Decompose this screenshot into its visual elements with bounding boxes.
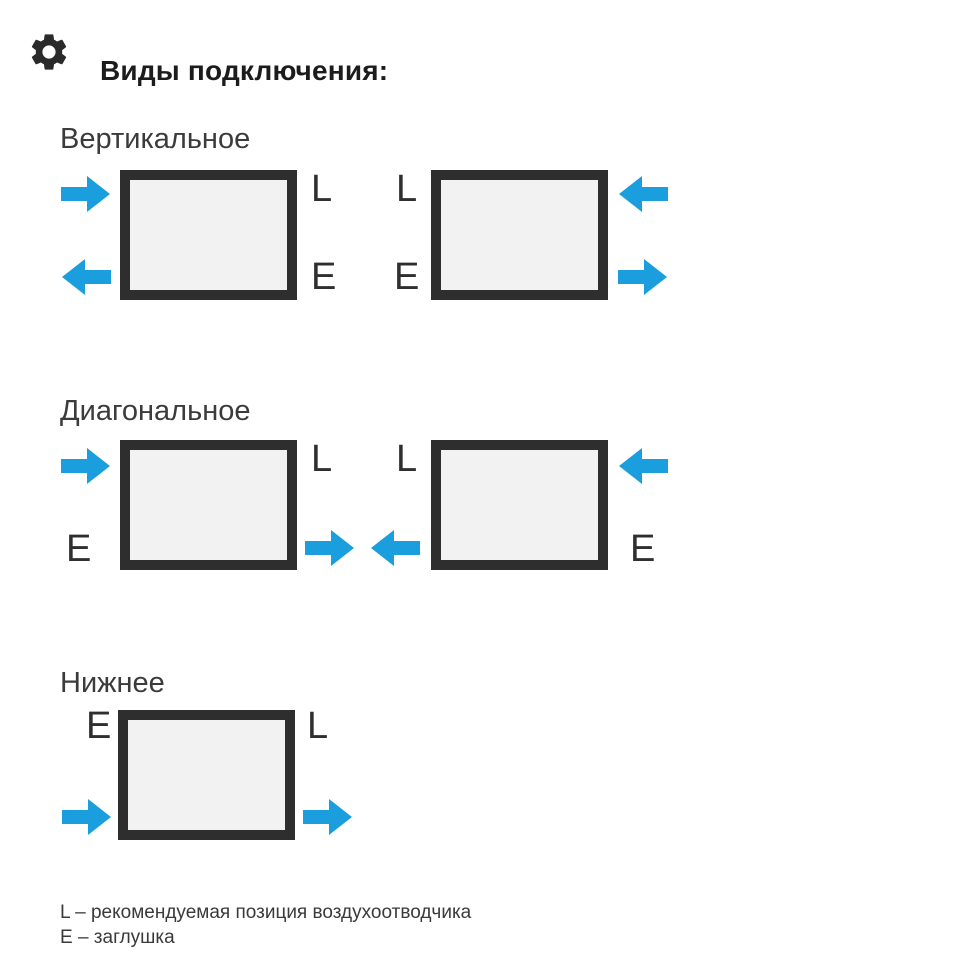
legend — [60, 900, 471, 950]
flow-arrow-left-icon — [370, 529, 420, 567]
flow-arrow-right-icon — [61, 175, 111, 213]
flow-arrow-left-icon — [61, 258, 111, 296]
section-title-diagonal: Диагональное — [60, 395, 251, 427]
radiator-box — [120, 170, 297, 300]
page-title: Виды подключения: — [100, 54, 389, 86]
flow-arrow-left-icon — [618, 175, 668, 213]
section-title-vertical: Вертикальное — [60, 123, 251, 155]
flow-arrow-left-icon — [618, 447, 668, 485]
radiator-box — [118, 710, 295, 840]
gear-icon — [27, 30, 71, 74]
flow-arrow-right-icon — [61, 447, 111, 485]
radiator-box — [431, 170, 608, 300]
port-label-plug: E — [630, 528, 656, 570]
port-label-air-vent: L — [311, 438, 333, 480]
legend-line-air-vent: L – рекомендуемая позиция воздухоотводчика — [60, 902, 472, 923]
radiator-box — [431, 440, 608, 570]
radiator-box — [120, 440, 297, 570]
flow-arrow-right-icon — [305, 529, 355, 567]
flow-arrow-right-icon — [303, 798, 353, 836]
port-label-air-vent: L — [396, 438, 418, 480]
port-label-plug: E — [86, 705, 112, 747]
port-label-air-vent: L — [307, 705, 329, 747]
flow-arrow-right-icon — [618, 258, 668, 296]
port-label-air-vent: L — [396, 168, 418, 210]
legend-line-plug: E – заглушка — [60, 927, 175, 948]
port-label-plug: E — [311, 256, 337, 298]
section-title-bottom: Нижнее — [60, 667, 165, 699]
port-label-air-vent: L — [311, 168, 333, 210]
port-label-plug: E — [394, 256, 420, 298]
port-label-plug: E — [66, 528, 92, 570]
flow-arrow-right-icon — [62, 798, 112, 836]
